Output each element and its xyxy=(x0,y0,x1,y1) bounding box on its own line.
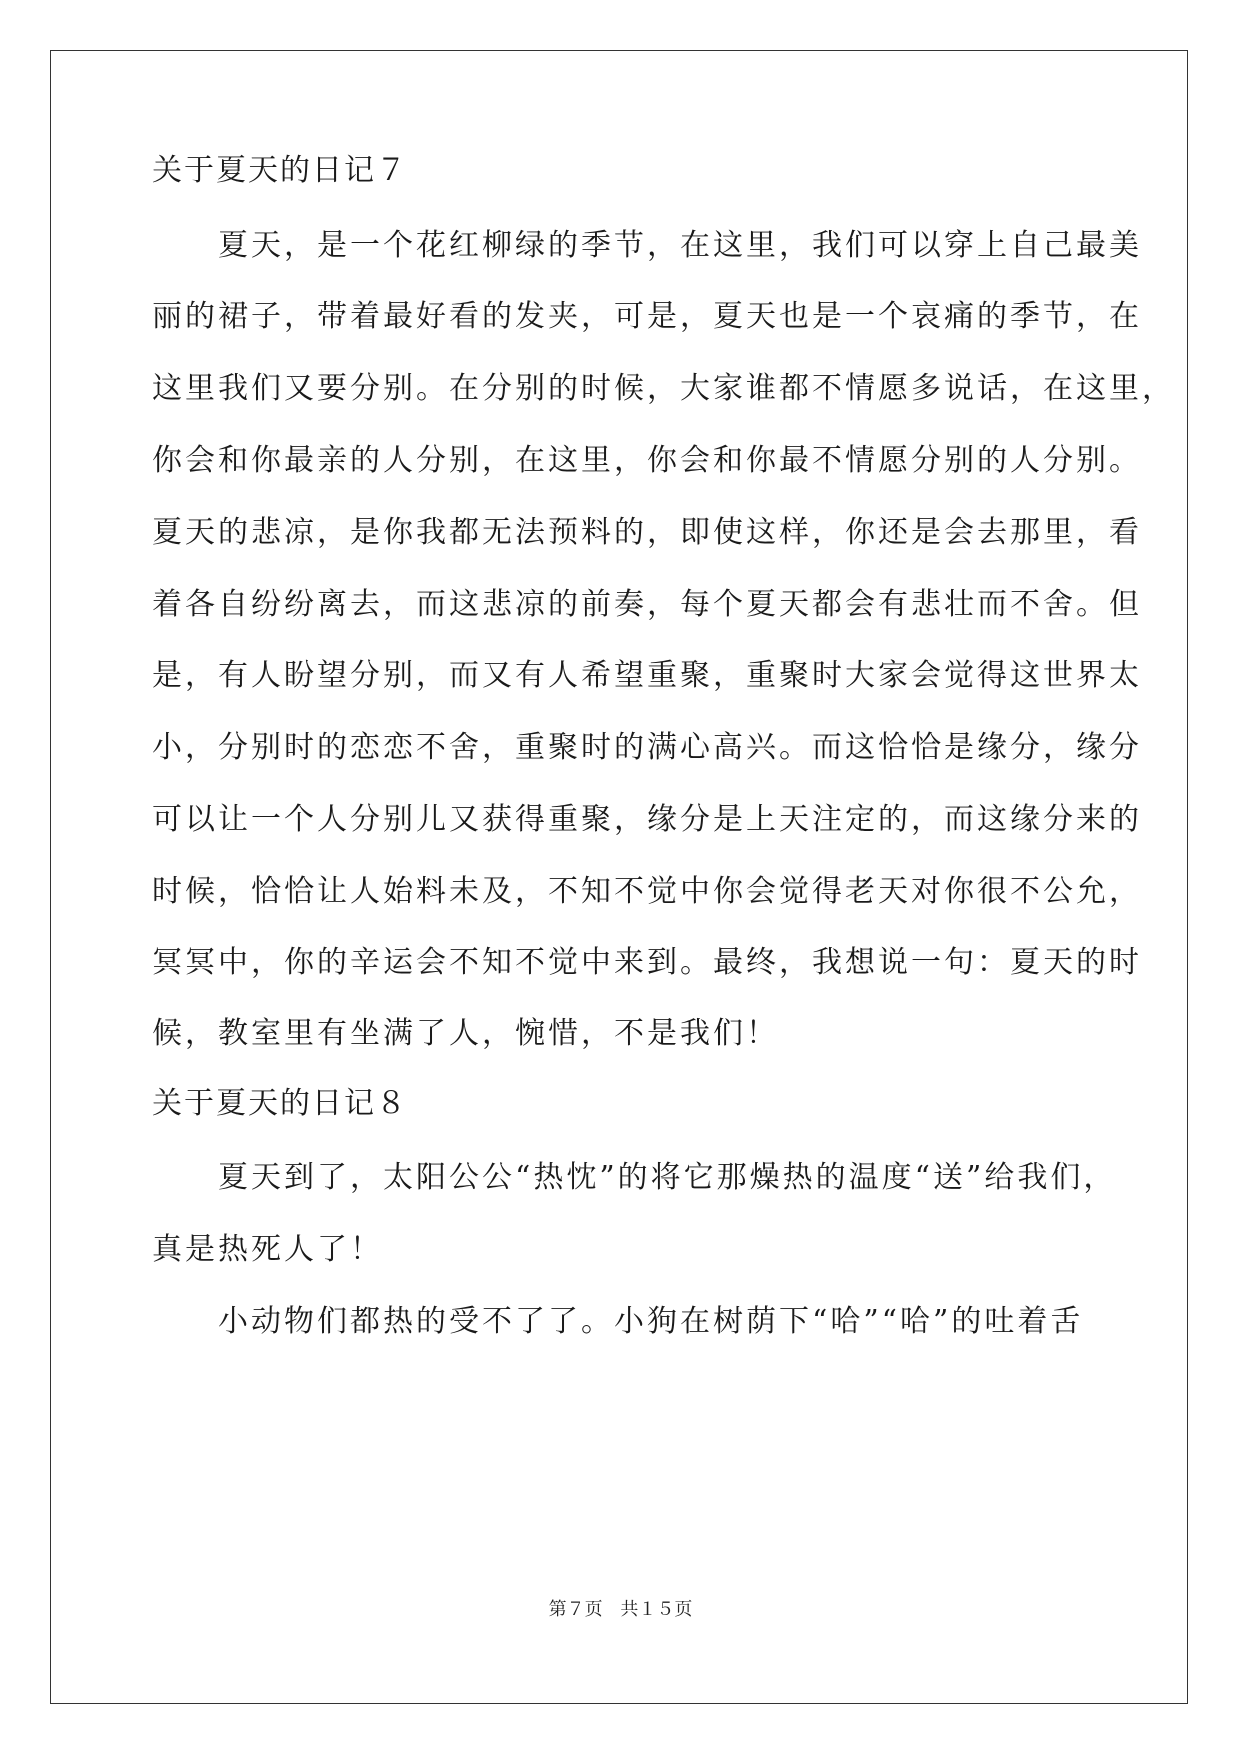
paragraph-line: 小动物们都热的受不了了。小狗在树荫下“哈”“哈”的吐着舌 xyxy=(152,1304,1084,1339)
paragraph-line: 小，分别时的恋恋不舍，重聚时的满心高兴。而这恰恰是缘分，缘分 xyxy=(152,730,1142,765)
paragraph-line: 你会和你最亲的人分别，在这里，你会和你最不情愿分别的人分别。 xyxy=(152,443,1142,478)
paragraph-line: 夏天到了，太阳公公“热忱”的将它那燥热的温度“送”给我们， xyxy=(152,1160,1117,1195)
page-footer xyxy=(0,1598,1241,1622)
paragraph-line: 丽的裙子，带着最好看的发夹，可是，夏天也是一个哀痛的季节，在 xyxy=(152,299,1142,334)
page-total: 共１５页 xyxy=(620,1599,693,1620)
paragraph-line: 真是热死人了！ xyxy=(152,1232,383,1267)
section-heading: 关于夏天的日记７ xyxy=(152,153,408,188)
paragraph-line: 候，教室里有坐满了人，惋惜，不是我们！ xyxy=(152,1016,779,1051)
paragraph-line: 可以让一个人分别儿又获得重聚，缘分是上天注定的，而这缘分来的 xyxy=(152,802,1142,837)
paragraph-line: 着各自纷纷离去，而这悲凉的前奏，每个夏天都会有悲壮而不舍。但 xyxy=(152,587,1142,622)
paragraph-line: 夏天，是一个花红柳绿的季节，在这里，我们可以穿上自己最美 xyxy=(152,228,1142,263)
paragraph-line: 是，有人盼望分别，而又有人希望重聚，重聚时大家会觉得这世界太 xyxy=(152,658,1142,693)
paragraph-line: 夏天的悲凉，是你我都无法预料的，即使这样，你还是会去那里，看 xyxy=(152,515,1142,550)
paragraph-line: 时候，恰恰让人始料未及，不知不觉中你会觉得老天对你很不公允， xyxy=(152,874,1142,909)
paragraph-line: 冥冥中，你的辛运会不知不觉中来到。最终，我想说一句：夏天的时 xyxy=(152,945,1142,980)
paragraph-line: 这里我们又要分别。在分别的时候，大家谁都不情愿多说话，在这里， xyxy=(152,371,1175,406)
section-heading: 关于夏天的日记８ xyxy=(152,1086,408,1121)
page-number: 第７页 xyxy=(548,1599,603,1620)
